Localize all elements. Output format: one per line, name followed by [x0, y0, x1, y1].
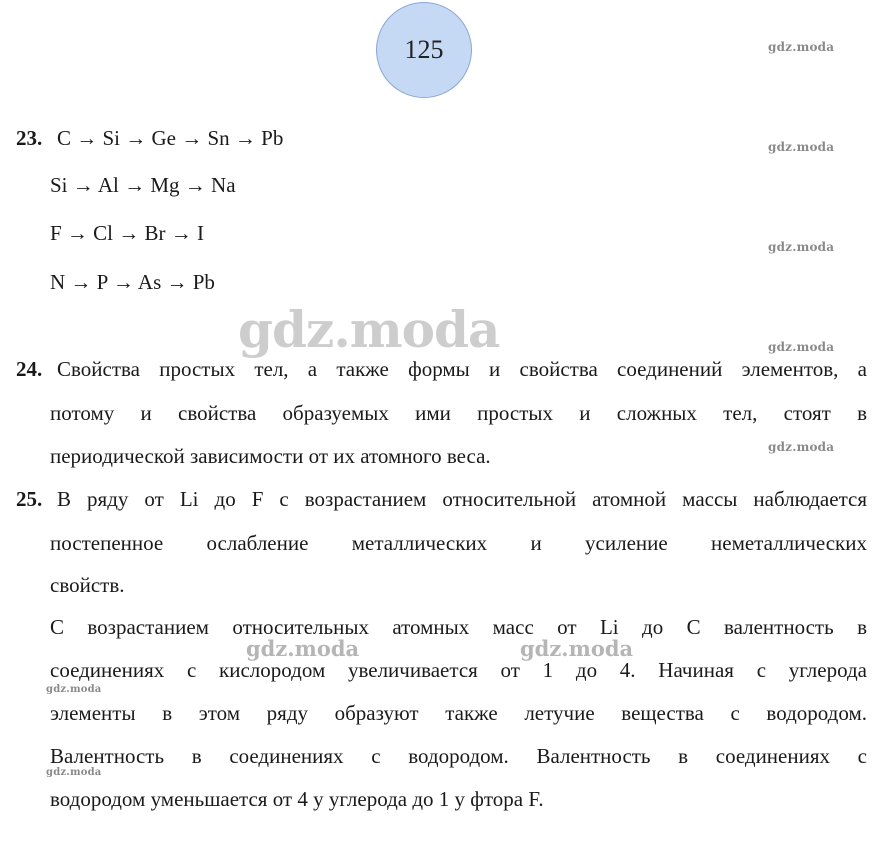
task-25-number: 25.: [16, 487, 43, 511]
task-25-line: В ряду от Li до F с возрастанием относительной атомной массы наблюдается: [57, 487, 867, 511]
task-25-line: соединениях с кислородом увеличивается от 1 до 4. Начиная с углерода: [50, 658, 867, 682]
watermark: gdz.moda: [768, 340, 835, 354]
task-24-line: потому и свойства образуемых ими простых и сложных тел, стоят в: [50, 401, 867, 425]
element-row: Si → Al → Mg → Na: [50, 173, 236, 197]
task-25-line: Валентность в соединениях с водородом. Валентность в соединениях с: [50, 744, 867, 768]
task-24-line: Свойства простых тел, а также формы и свойства соединений элементов, а: [57, 357, 867, 381]
watermark: gdz.moda: [768, 440, 835, 454]
watermark: gdz.moda: [46, 684, 102, 695]
watermark: gdz.moda: [46, 767, 102, 778]
watermark: gdz.moda: [768, 140, 835, 154]
task-25-line: элементы в этом ряду образуют также летучие вещества с водородом.: [50, 701, 867, 725]
element-row: C → Si → Ge → Sn → Pb: [57, 126, 284, 150]
task-25-line: С возрастанием относительных атомных масс от Li до C валентность в: [50, 615, 867, 639]
task-25-line: водородом уменьшается от 4 у углерода до 1 у фтора F.: [50, 787, 544, 811]
watermark: gdz.moda: [520, 636, 634, 661]
page-number: 125: [404, 35, 444, 64]
task-23-number: 23.: [16, 126, 43, 150]
watermark-large: gdz.moda: [238, 300, 500, 359]
watermark: gdz.moda: [246, 636, 360, 661]
watermark: gdz.moda: [768, 40, 835, 54]
task-25-line: постепенное ослабление металлических и усиление неметаллических: [50, 531, 867, 555]
task-25-line: свойств.: [50, 573, 125, 597]
task-24-line: периодической зависимости от их атомного веса.: [50, 444, 491, 468]
watermark: gdz.moda: [768, 240, 835, 254]
task-24-number: 24.: [16, 357, 43, 381]
element-row: F → Cl → Br → I: [50, 221, 205, 245]
element-row: N → P → As → Pb: [50, 270, 215, 294]
page-number-badge: [376, 2, 472, 98]
